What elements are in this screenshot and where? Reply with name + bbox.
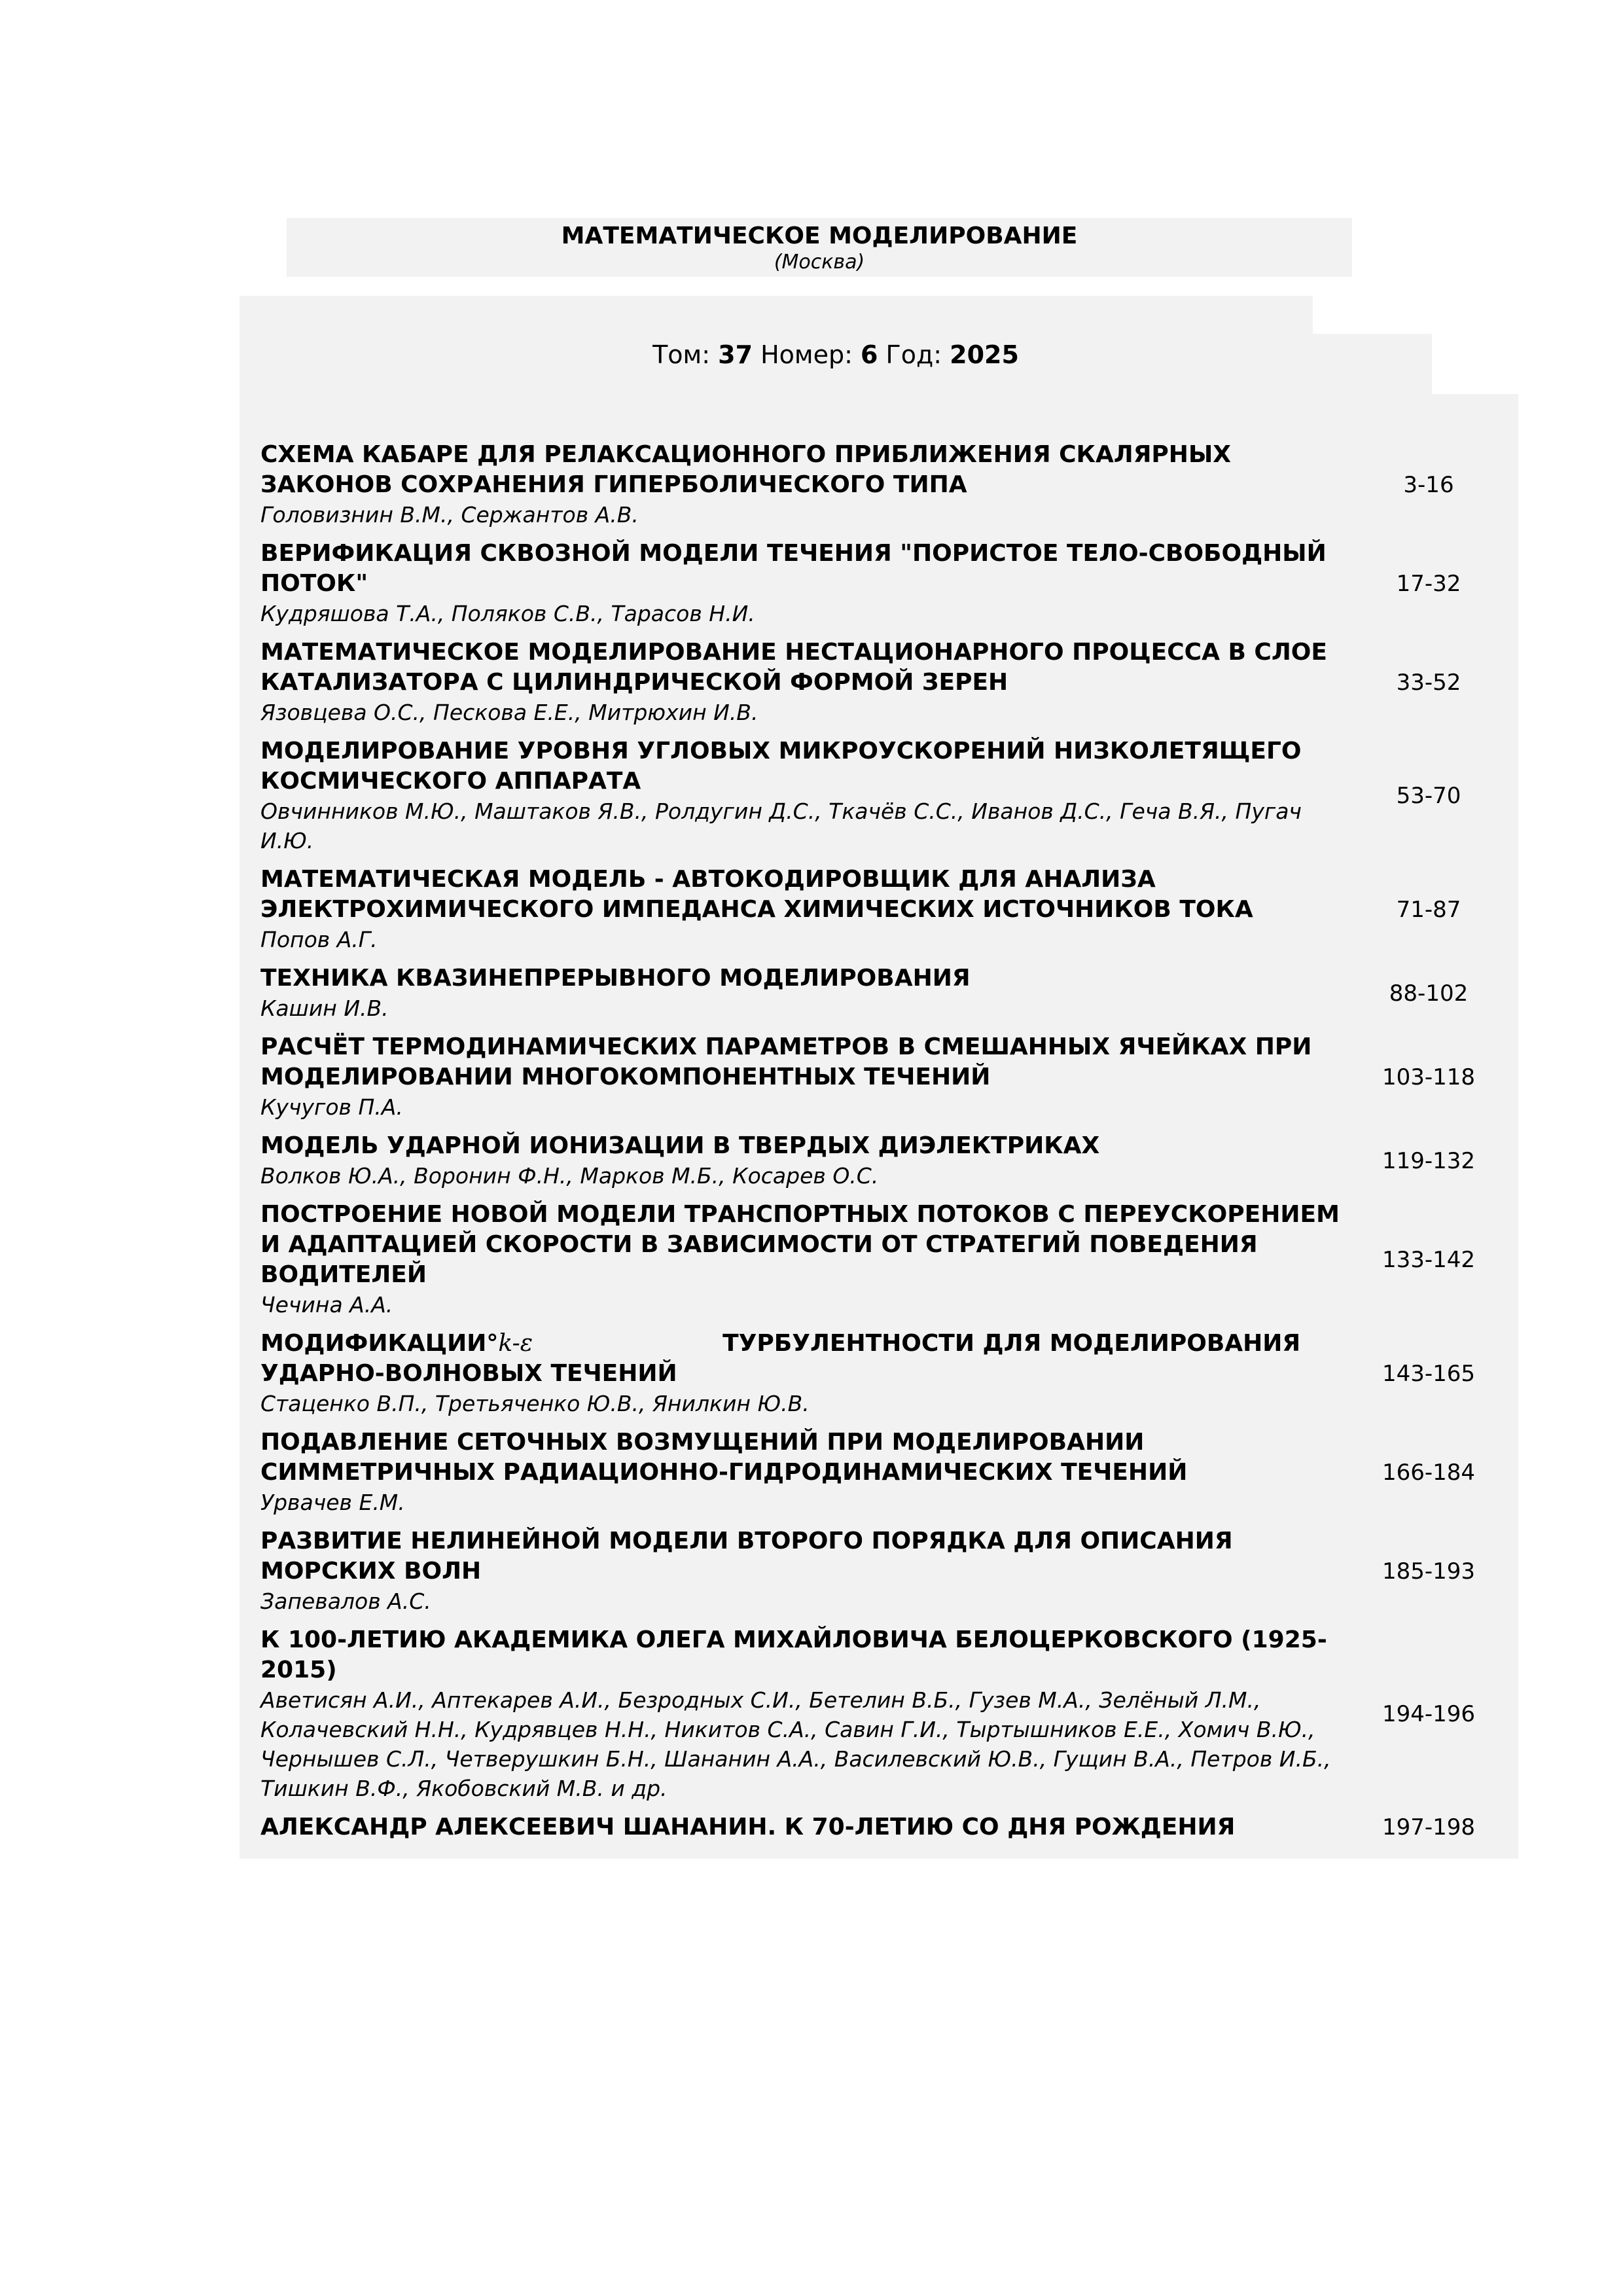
toc-entry [260,1625,1510,1803]
article-title[interactable]: МОДЕЛЬ УДАРНОЙ ИОНИЗАЦИИ В ТВЕРДЫХ ДИЭЛЕКТРИКАХ [260,1132,1100,1159]
article-pages: 3-16 [1403,471,1454,498]
article-title-rest: ТУРБУЛЕНТНОСТИ ДЛЯ МОДЕЛИРОВАНИЯ УДАРНО-ВОЛНОВЫХ ТЕЧЕНИЙ [260,1330,1301,1387]
article-authors: Кашин И.В. [260,996,389,1021]
article-title[interactable]: ПОСТРОЕНИЕ НОВОЙ МОДЕЛИ ТРАНСПОРТНЫХ ПОТОКОВ С ПЕРЕУСКОРЕНИЕМ И АДАПТАЦИЕЙ СКОРОСТИ В ЗАВИСИМОСТИ ОТ СТРАТЕГИЙ ПОВЕДЕНИЯ ВОДИТЕЛЕЙ [260,1201,1340,1288]
volume-label: Том: [652,340,711,369]
toc-entry [260,440,1510,529]
article-pages: 88-102 [1389,980,1469,1007]
article-authors: Попов А.Г. [260,927,378,952]
journal-city: (Москва) [774,251,865,274]
article-pages: 143-165 [1382,1360,1476,1387]
toc-entry [260,637,1510,727]
article-title[interactable]: РАЗВИТИЕ НЕЛИНЕЙНОЙ МОДЕЛИ ВТОРОГО ПОРЯДКА ДЛЯ ОПИСАНИЯ МОРСКИХ ВОЛН [260,1528,1233,1585]
article-authors: Запевалов А.С. [260,1588,431,1614]
article-title[interactable]: АЛЕКСАНДР АЛЕКСЕЕВИЧ ШАНАНИН. К 70-ЛЕТИЮ СО ДНЯ РОЖДЕНИЯ [260,1814,1236,1840]
article-title[interactable]: СХЕМА КАБАРЕ ДЛЯ РЕЛАКСАЦИОННОГО ПРИБЛИЖЕНИЯ СКАЛЯРНЫХ ЗАКОНОВ СОХРАНЕНИЯ ГИПЕРБОЛИЧЕСКОГО ТИПА [260,441,1231,498]
article-authors: Головизнин В.М., Сержантов А.В. [260,502,639,528]
formula-k-epsilon: k-ε [498,1330,533,1357]
toc-entry [260,1329,1510,1418]
article-pages: 166-184 [1382,1459,1476,1486]
article-pages: 119-132 [1382,1147,1476,1174]
number-label: Номер: [760,340,853,369]
article-title[interactable]: МАТЕМАТИЧЕСКОЕ МОДЕЛИРОВАНИЕ НЕСТАЦИОНАРНОГО ПРОЦЕССА В СЛОЕ КАТАЛИЗАТОРА С ЦИЛИНДРИЧЕСКОЙ ФОРМОЙ ЗЕРЕН [260,639,1327,696]
article-pages: 185-193 [1382,1558,1476,1585]
article-authors: Урвачев Е.М. [260,1490,405,1515]
article-authors: Язовцева О.С., Пескова Е.Е., Митрюхин И.В. [260,700,758,725]
toc-entry [260,1032,1510,1122]
article-pages: 53-70 [1396,783,1461,809]
article-pages: 33-52 [1396,669,1461,696]
issue-background-top [240,296,1313,335]
article-pages: 197-198 [1382,1814,1476,1840]
journal-header [287,218,1352,277]
article-authors: Волков Ю.А., Воронин Ф.Н., Марков М.Б., Косарев О.С. [260,1163,879,1189]
article-authors: Чечина А.А. [260,1292,393,1318]
journal-title: МАТЕМАТИЧЕСКОЕ МОДЕЛИРОВАНИЕ [561,223,1078,249]
article-pages: 133-142 [1382,1246,1476,1273]
article-authors: Кудряшова Т.А., Поляков С.В., Тарасов Н.И. [260,601,755,626]
article-title[interactable]: МАТЕМАТИЧЕСКАЯ МОДЕЛЬ - АВТОКОДИРОВЩИК ДЛЯ АНАЛИЗА ЭЛЕКТРОХИМИЧЕСКОГО ИМПЕДАНСА ХИМИЧЕСКИХ ИСТОЧНИКОВ ТОКА [260,866,1253,923]
toc-entry [260,865,1510,954]
article-pages: 17-32 [1396,570,1461,597]
article-pages: 194-196 [1382,1701,1476,1727]
article-title[interactable] [260,1329,1347,1389]
volume-value: 37 [718,340,753,369]
toc-entry [260,736,1510,855]
article-title[interactable]: ТЕХНИКА КВАЗИНЕПРЕРЫВНОГО МОДЕЛИРОВАНИЯ [260,965,971,992]
table-of-contents [260,440,1510,1852]
article-pages: 71-87 [1396,896,1461,923]
article-title[interactable]: РАСЧЁТ ТЕРМОДИНАМИЧЕСКИХ ПАРАМЕТРОВ В СМЕШАННЫХ ЯЧЕЙКАХ ПРИ МОДЕЛИРОВАНИИ МНОГОКОМПОНЕНТНЫХ ТЕЧЕНИЙ [260,1033,1312,1090]
article-title[interactable]: ПОДАВЛЕНИЕ СЕТОЧНЫХ ВОЗМУЩЕНИЙ ПРИ МОДЕЛИРОВАНИИ СИММЕТРИЧНЫХ РАДИАЦИОННО-ГИДРОДИНАМИЧЕСКИХ ТЕЧЕНИЙ [260,1429,1188,1486]
article-pages: 103-118 [1382,1064,1476,1090]
article-authors: Аветисян А.И., Аптекарев А.И., Безродных С.И., Бетелин В.Б., Гузев М.А., Зелёный Л.М., Колачевский Н.Н., Кудрявцев Н.Н., Никитов С.А., Савин Г.И., Тыртышников Е.Е., Хомич В.Ю., Чернышев С.Л., Четверушкин Б.Н., Шананин А.А., Василевский Ю.В., Гущин В.А., Петров И.Б., Тишкин В.Ф., Якобовский М.В. и др. [260,1687,1331,1801]
toc-entry [260,1427,1510,1517]
number-value: 6 [861,340,878,369]
toc-entry [260,1200,1510,1319]
year-label: Год: [885,340,942,369]
toc-entry [260,1526,1510,1616]
toc-entry [260,1131,1510,1191]
article-title[interactable]: К 100-ЛЕТИЮ АКАДЕМИКА ОЛЕГА МИХАЙЛОВИЧА БЕЛОЦЕРКОВСКОГО (1925-2015) [260,1626,1327,1683]
article-authors: Стаценко В.П., Третьяченко Ю.В., Янилкин Ю.В. [260,1391,810,1416]
article-title[interactable]: МОДЕЛИРОВАНИЕ УРОВНЯ УГЛОВЫХ МИКРОУСКОРЕНИЙ НИЗКОЛЕТЯЩЕГО КОСМИЧЕСКОГО АППАРАТА [260,738,1302,795]
toc-entry [260,539,1510,628]
issue-info [240,336,1432,373]
article-authors: Кучугов П.А. [260,1094,403,1120]
year-value: 2025 [950,340,1019,369]
toc-entry [260,963,1510,1023]
article-authors: Овчинников М.Ю., Маштаков Я.В., Ролдугин Д.С., Ткачёв С.С., Иванов Д.С., Геча В.Я., Пугач И.Ю. [260,798,1302,853]
toc-entry [260,1812,1510,1842]
article-title[interactable]: ВЕРИФИКАЦИЯ СКВОЗНОЙ МОДЕЛИ ТЕЧЕНИЯ "ПОРИСТОЕ ТЕЛО-СВОБОДНЫЙ ПОТОК" [260,540,1327,597]
article-title-start: МОДИФИКАЦИИ° [260,1330,499,1357]
